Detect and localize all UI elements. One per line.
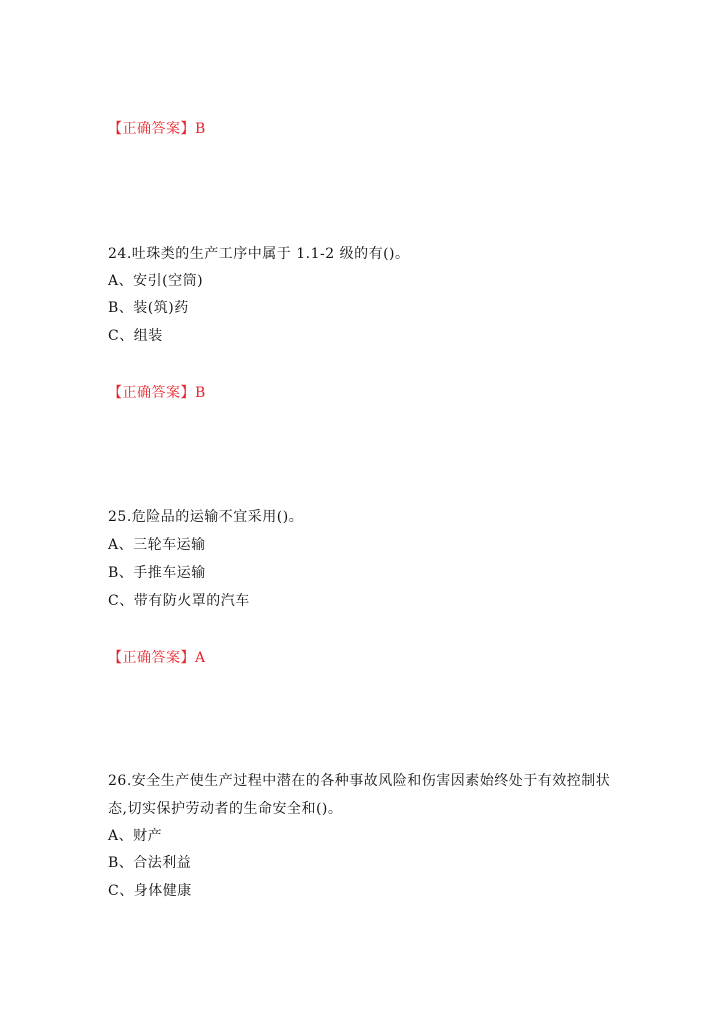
- q24-option-c: C、组装: [108, 328, 163, 344]
- q25-question: 25.危险品的运输不宜采用()。: [108, 509, 304, 525]
- q26-option-c: C、身体健康: [108, 883, 192, 899]
- q24-question: 24.吐珠类的生产工序中属于 1.1-2 级的有()。: [108, 246, 410, 262]
- q26-question: 26.安全生产使生产过程中潜在的各种事故风险和伤害因素始终处于有效控制状态,切实保护劳动者的生命安全和()。: [108, 773, 611, 817]
- q24-option-a: A、安引(空筒): [108, 273, 204, 289]
- q26-option-b: B、合法利益: [108, 855, 192, 871]
- q25-option-b: B、手推车运输: [108, 565, 206, 581]
- q26-option-a: A、财产: [108, 828, 163, 844]
- q23-correct-answer: 【正确答案】B: [108, 121, 206, 137]
- q25-option-c: C、带有防火罩的汽车: [108, 593, 250, 609]
- q25-correct-answer: 【正确答案】A: [108, 650, 206, 666]
- q25-option-a: A、三轮车运输: [108, 537, 206, 553]
- q24-option-b: B、装(筑)药: [108, 300, 189, 316]
- q24-correct-answer: 【正确答案】B: [108, 385, 206, 401]
